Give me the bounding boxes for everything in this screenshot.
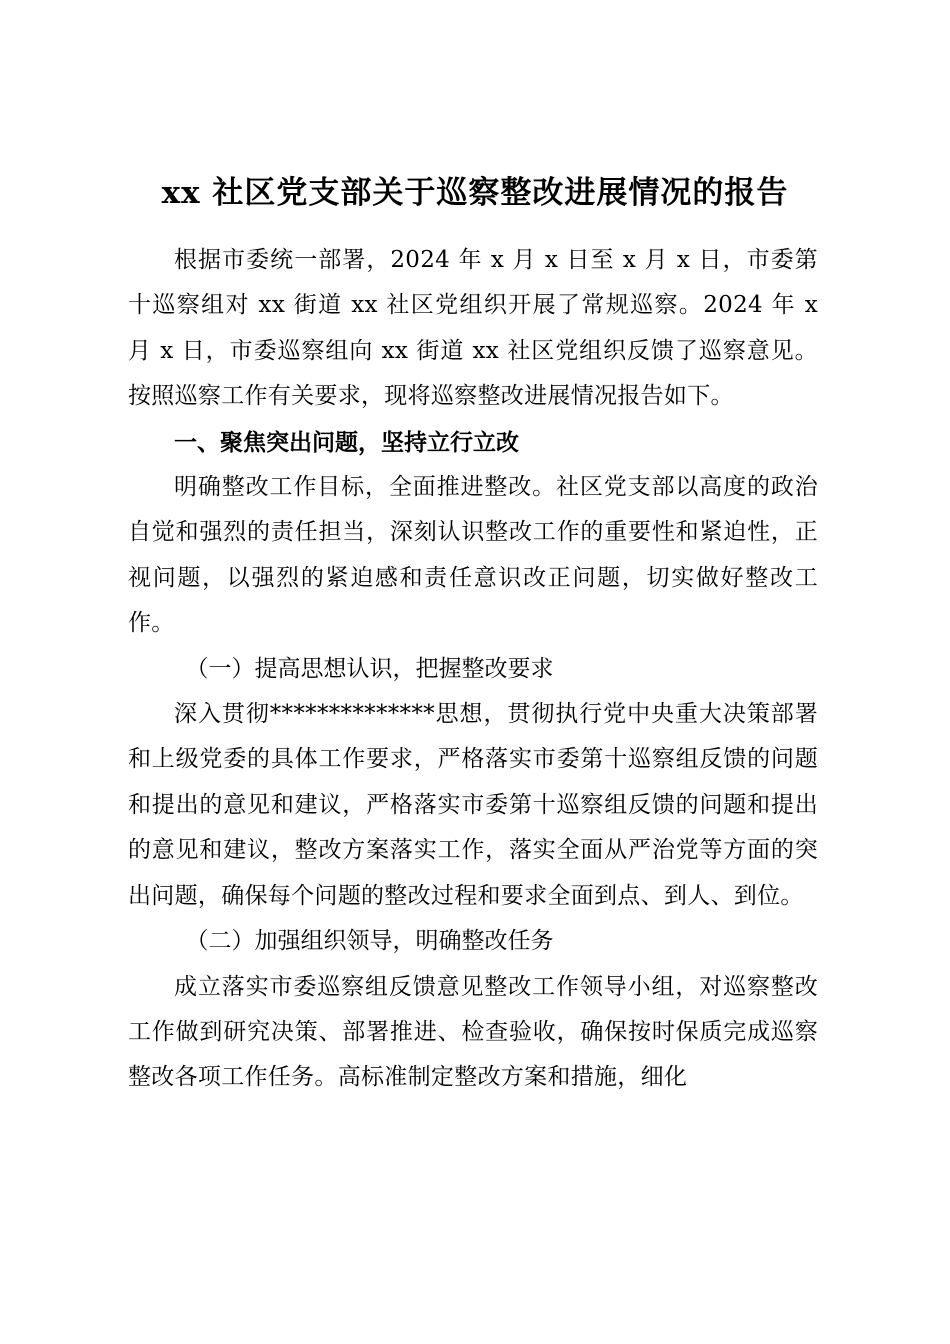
- intro-paragraph: 根据市委统一部署，2024 年 x 月 x 日至 x 月 x 日，市委第十巡察组对 xx 街道 xx 社区党组织开展了常规巡察。2024 年 x 月 x 日，市委巡察组向 xx 街道 xx 社区党组织反馈了巡察意见。按照巡察工作有关要求，现将巡察整改进展情况报告如下。: [128, 247, 818, 410]
- document-title: xx 社区党支部关于巡察整改进展情况的报告: [161, 175, 789, 211]
- section-1-heading: 一、聚焦突出问题，坚持立行立改: [174, 428, 519, 456]
- section-1-paragraph: 明确整改工作目标，全面推进整改。社区党支部以高度的政治自觉和强烈的责任担当，深刻认识整改工作的重要性和紧迫性，正视问题，以强烈的紧迫感和责任意识改正问题，切实做好整改工作。: [128, 474, 818, 637]
- subsection-1-paragraph: 深入贯彻**************思想，贯彻执行党中央重大决策部署和上级党委的具体工作要求，严格落实市委第十巡察组反馈的问题和提出的意见和建议，严格落实市委第十巡察组反馈的问题和提出的意见和建议，整改方案落实工作，落实全面从严治党等方面的突出问题，确保每个问题的整改过程和要求全面到点、到人、到位。: [128, 701, 818, 909]
- subsection-2-paragraph: 成立落实市委巡察组反馈意见整改工作领导小组，对巡察整改工作做到研究决策、部署推进、检查验收，确保按时保质完成巡察整改各项工作任务。高标准制定整改方案和措施，细化: [128, 973, 818, 1091]
- subsection-1-heading: （一）提高思想认识，把握整改要求: [185, 655, 554, 682]
- subsection-2-heading: （二）加强组织领导，明确整改任务: [185, 928, 554, 955]
- document-body: [128, 238, 818, 1101]
